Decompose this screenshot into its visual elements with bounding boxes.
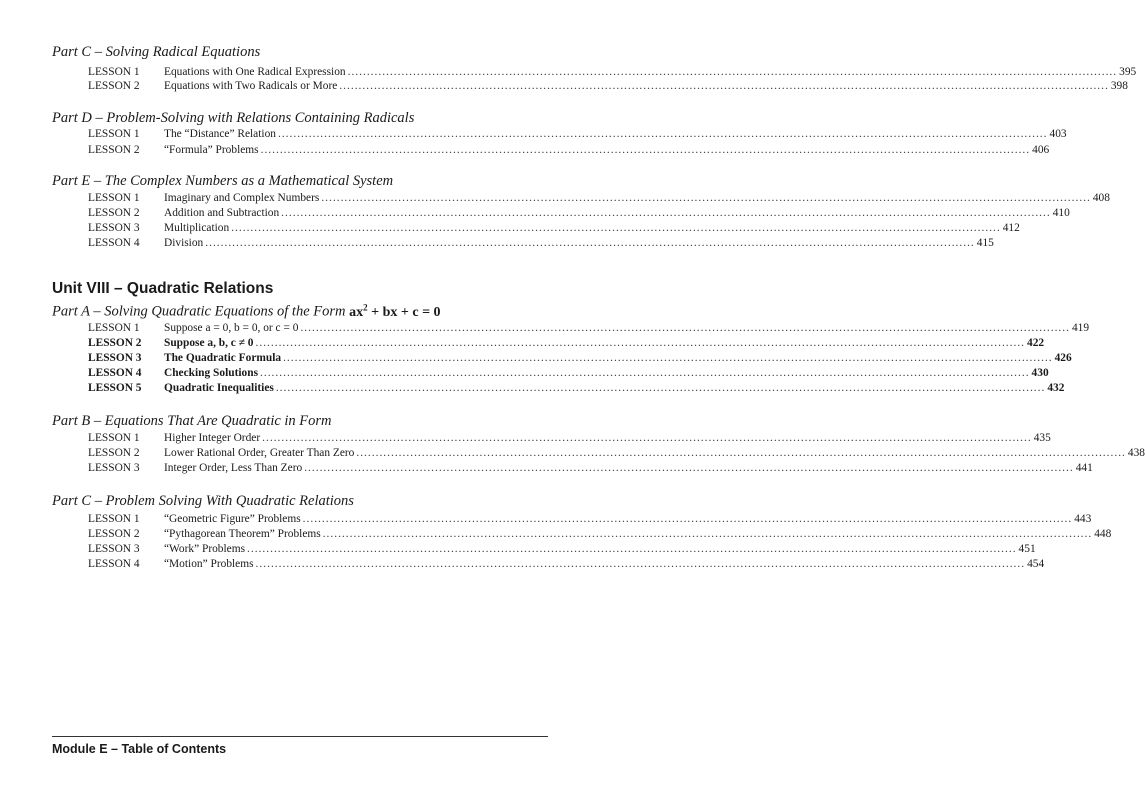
lesson-title: Quadratic Inequalities	[164, 382, 274, 394]
lesson-label: LESSON 1	[88, 432, 140, 444]
lesson-title: “Pythagorean Theorem” Problems	[164, 528, 321, 540]
lesson-label: LESSON 5	[88, 382, 142, 394]
lesson-label: LESSON 3	[88, 222, 140, 234]
page-number: 451	[1018, 543, 1036, 555]
page-number: 395	[1119, 66, 1137, 78]
dot-leader: ........................................................................................................................................................................................................	[275, 382, 1046, 394]
toc-row	[88, 557, 1045, 572]
toc-row	[88, 236, 994, 251]
part-c-radical-heading: Part C – Solving Radical Equations	[52, 44, 261, 60]
page-number: 410	[1052, 207, 1070, 219]
lesson-title: “Work” Problems	[164, 543, 246, 555]
dot-leader: ........................................................................................................................................................................................................	[277, 128, 1048, 140]
lesson-title: Integer Order, Less Than Zero	[164, 462, 303, 474]
page-number: 412	[1002, 222, 1020, 234]
toc-row	[88, 206, 1070, 221]
page-number: 415	[976, 237, 994, 249]
dot-leader: ........................................................................................................................................................................................................	[260, 144, 1031, 156]
dot-leader: ........................................................................................................................................................................................................	[262, 432, 1032, 444]
page-number: 398	[1110, 80, 1128, 92]
toc-row	[88, 191, 1110, 206]
dot-leader: ........................................................................................................................................................................................................	[281, 207, 1051, 219]
dot-leader: ........................................................................................................................................................................................................	[255, 558, 1026, 570]
dot-leader: ........................................................................................................................................................................................................	[231, 222, 1001, 234]
lesson-label: LESSON 4	[88, 367, 142, 379]
footer-divider	[52, 736, 548, 737]
lesson-label: LESSON 1	[88, 192, 140, 204]
page-footer: Module E – Table of Contents	[52, 742, 227, 756]
page-number: 435	[1033, 432, 1051, 444]
toc-row	[88, 366, 1049, 381]
lesson-title: Suppose a, b, c ≠ 0	[164, 337, 254, 349]
dot-leader: ........................................................................................................................................................................................................	[356, 447, 1126, 459]
lesson-title: Lower Rational Order, Greater Than Zero	[164, 447, 355, 459]
dot-leader: ........................................................................................................................................................................................................	[260, 367, 1030, 379]
lesson-label: LESSON 2	[88, 80, 140, 92]
dot-leader: ........................................................................................................................................................................................................	[283, 352, 1053, 364]
lesson-label: LESSON 2	[88, 447, 140, 459]
part-a-heading-text: Part A – Solving Quadratic Equations of the Form	[52, 303, 346, 320]
lesson-label: LESSON 4	[88, 237, 140, 249]
lesson-label: LESSON 2	[88, 337, 142, 349]
page-number: 432	[1047, 382, 1065, 394]
dot-leader: ........................................................................................................................................................................................................	[322, 528, 1093, 540]
page-number: 430	[1031, 367, 1049, 379]
dot-leader: ........................................................................................................................................................................................................	[247, 543, 1017, 555]
page-number: 419	[1071, 322, 1090, 334]
lesson-label: LESSON 4	[88, 558, 140, 570]
dot-leader: ........................................................................................................................................................................................................	[347, 66, 1118, 78]
toc-row	[88, 542, 1036, 557]
toc-row	[88, 527, 1112, 542]
toc-row	[88, 446, 1145, 461]
dot-leader: ........................................................................................................................................................................................................	[300, 322, 1070, 334]
page-number: 454	[1027, 558, 1045, 570]
unit-heading: Unit VIII – Quadratic Relations	[52, 280, 274, 297]
lesson-label: LESSON 1	[88, 322, 140, 334]
part-b-heading: Part B – Equations That Are Quadratic in Form	[52, 413, 332, 429]
page-number: 438	[1127, 447, 1145, 459]
toc-row	[88, 127, 1067, 142]
toc-row	[88, 65, 1137, 80]
page-number: 448	[1094, 528, 1112, 540]
page-number: 441	[1075, 462, 1093, 474]
lesson-title: “Motion” Problems	[164, 558, 254, 570]
dot-leader: ........................................................................................................................................................................................................	[255, 337, 1026, 349]
lesson-title: Division	[164, 237, 204, 249]
lesson-label: LESSON 1	[88, 513, 140, 525]
lesson-title: Multiplication	[164, 222, 230, 234]
toc-row	[88, 512, 1092, 527]
part-e-heading: Part E – The Complex Numbers as a Mathematical System	[52, 173, 394, 189]
lesson-label: LESSON 2	[88, 144, 140, 156]
toc-row	[88, 336, 1045, 351]
quadratic-formula-expression	[349, 302, 441, 320]
toc-row	[88, 351, 1072, 366]
lesson-title: Suppose a = 0, b = 0, or c = 0	[164, 322, 299, 334]
dot-leader: ........................................................................................................................................................................................................	[302, 513, 1073, 525]
page-number: 426	[1054, 352, 1072, 364]
lesson-title: Equations with One Radical Expression	[164, 66, 346, 78]
dot-leader: ........................................................................................................................................................................................................	[321, 192, 1091, 204]
lesson-label: LESSON 3	[88, 352, 142, 364]
toc-row	[88, 461, 1093, 476]
lesson-title: Checking Solutions	[164, 367, 259, 379]
page-number: 403	[1049, 128, 1067, 140]
toc-row	[88, 221, 1020, 236]
lesson-title: Addition and Subtraction	[164, 207, 280, 219]
part-c-quadratic-heading: Part C – Problem Solving With Quadratic Relations	[52, 493, 354, 509]
math-exponent: 2	[363, 302, 368, 312]
lesson-title: Imaginary and Complex Numbers	[164, 192, 320, 204]
dot-leader: ........................................................................................................................................................................................................	[304, 462, 1074, 474]
lesson-label: LESSON 2	[88, 528, 140, 540]
dot-leader: ........................................................................................................................................................................................................	[205, 237, 975, 249]
toc-row	[88, 321, 1090, 336]
lesson-label: LESSON 1	[88, 128, 140, 140]
lesson-title: Higher Integer Order	[164, 432, 261, 444]
part-a-heading	[52, 302, 441, 321]
math-base: ax	[349, 304, 364, 320]
lesson-title: Equations with Two Radicals or More	[164, 80, 338, 92]
lesson-label: LESSON 3	[88, 543, 140, 555]
page-number: 408	[1092, 192, 1110, 204]
part-d-heading: Part D – Problem-Solving with Relations Containing Radicals	[52, 110, 415, 126]
lesson-title: The Quadratic Formula	[164, 352, 282, 364]
dot-leader: ........................................................................................................................................................................................................	[339, 80, 1109, 92]
toc-row	[88, 381, 1065, 396]
lesson-title: “Geometric Figure” Problems	[164, 513, 301, 525]
lesson-title: The “Distance” Relation	[164, 128, 276, 140]
lesson-label: LESSON 1	[88, 66, 140, 78]
toc-row	[88, 431, 1051, 446]
lesson-title: “Formula” Problems	[164, 144, 259, 156]
page-number: 443	[1074, 513, 1092, 525]
page-number: 406	[1032, 144, 1050, 156]
lesson-label: LESSON 3	[88, 462, 140, 474]
math-rest: + bx + c = 0	[367, 304, 441, 320]
lesson-label: LESSON 2	[88, 207, 140, 219]
toc-row	[88, 79, 1128, 94]
toc-row	[88, 143, 1050, 158]
page-number: 422	[1027, 337, 1045, 349]
